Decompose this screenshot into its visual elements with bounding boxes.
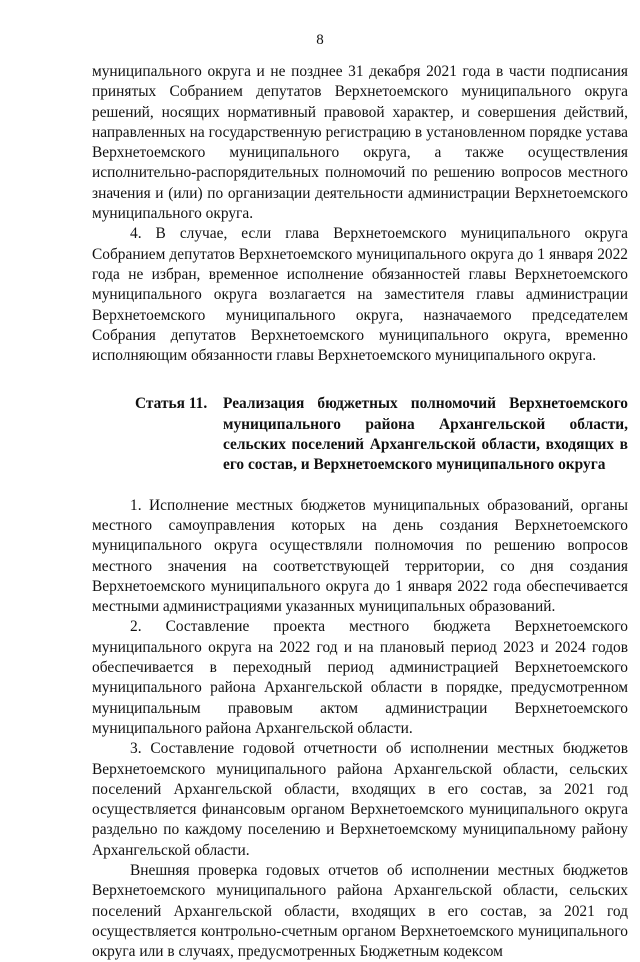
article-title: Реализация бюджетных полномочий Верхнетоемского муниципального района Архангельской области, сельских поселений Архангельской области, входящих в его состав, и Верхнетоемского муниципального округа: [223, 395, 628, 474]
paragraph-item-4: 4. В случае, если глава Верхнетоемского муниципального округа Собранием депутатов Верхнетоемского муниципального округа до 1 января 2022 года не избран, временное исполнение обязанностей главы Верхнетоемского муниципального округа возлагается на заместителя главы администрации Верхнетоемского муниципального округа, назначаемого председателем Собрания депутатов Верхнетоемского муниципального округа, временно исполняющим обязанности главы Верхнетоемского муниципального округа.: [92, 225, 628, 365]
document-body: [92, 62, 628, 962]
paragraph-item-1: 1. Исполнение местных бюджетов муниципальных образований, органы местного самоуправления которых на день создания Верхнетоемского муниципального округа осуществляли полномочия по решению вопросов местного значения на соответствующей территории, со дня создания Верхнетоемского муниципального округа до 1 января 2022 года обеспечивается местными администрациями указанных муниципальных образований.: [92, 496, 628, 616]
paragraph-continuation: муниципального округа и не позднее 31 декабря 2021 года в части подписания принятых Собранием депутатов Верхнетоемского муниципального округа решений, носящих нормативный правовой характер, и совершения действий, направленных на государственную регистрацию в установленном порядке устава Верхнетоемского муниципального округа, а также осуществления исполнительно-распорядительных полномочий по решению вопросов местного значения и (или) по организации деятельности администрации Верхнетоемского муниципального округа.: [92, 63, 628, 223]
paragraph-item-3: 3. Составление годовой отчетности об исполнении местных бюджетов Верхнетоемского муниципального района Архангельской области, сельских поселений Архангельской области, входящих в его состав, за 2021 год осуществляется финансовым органом Верхнетоемского муниципального округа раздельно по каждому поселению и Верхнетоемскому муниципальному району Архангельской области.: [92, 740, 628, 859]
page-number: 8: [316, 32, 324, 48]
article-label: Статья 11.: [135, 395, 208, 413]
article-heading: [92, 394, 628, 475]
paragraph-item-2: 2. Составление проекта местного бюджета Верхнетоемского муниципального округа на 2022 год и на плановый период 2023 и 2024 годов обеспечивается в переходный период администрацией Верхнетоемского муниципального района Архангельской области в порядке, предусмотренном муниципальным правовым актом администрации Верхнетоемского муниципального района Архангельской области.: [92, 618, 628, 737]
paragraph-external-audit: Внешняя проверка годовых отчетов об исполнении местных бюджетов Верхнетоемского муниципального района Архангельской области, сельских поселений Архангельской области, входящих в его состав, за 2021 год осуществляется контрольно-счетным органом Верхнетоемского муниципального округа или в случаях, предусмотренных Бюджетным кодексом: [92, 861, 628, 961]
